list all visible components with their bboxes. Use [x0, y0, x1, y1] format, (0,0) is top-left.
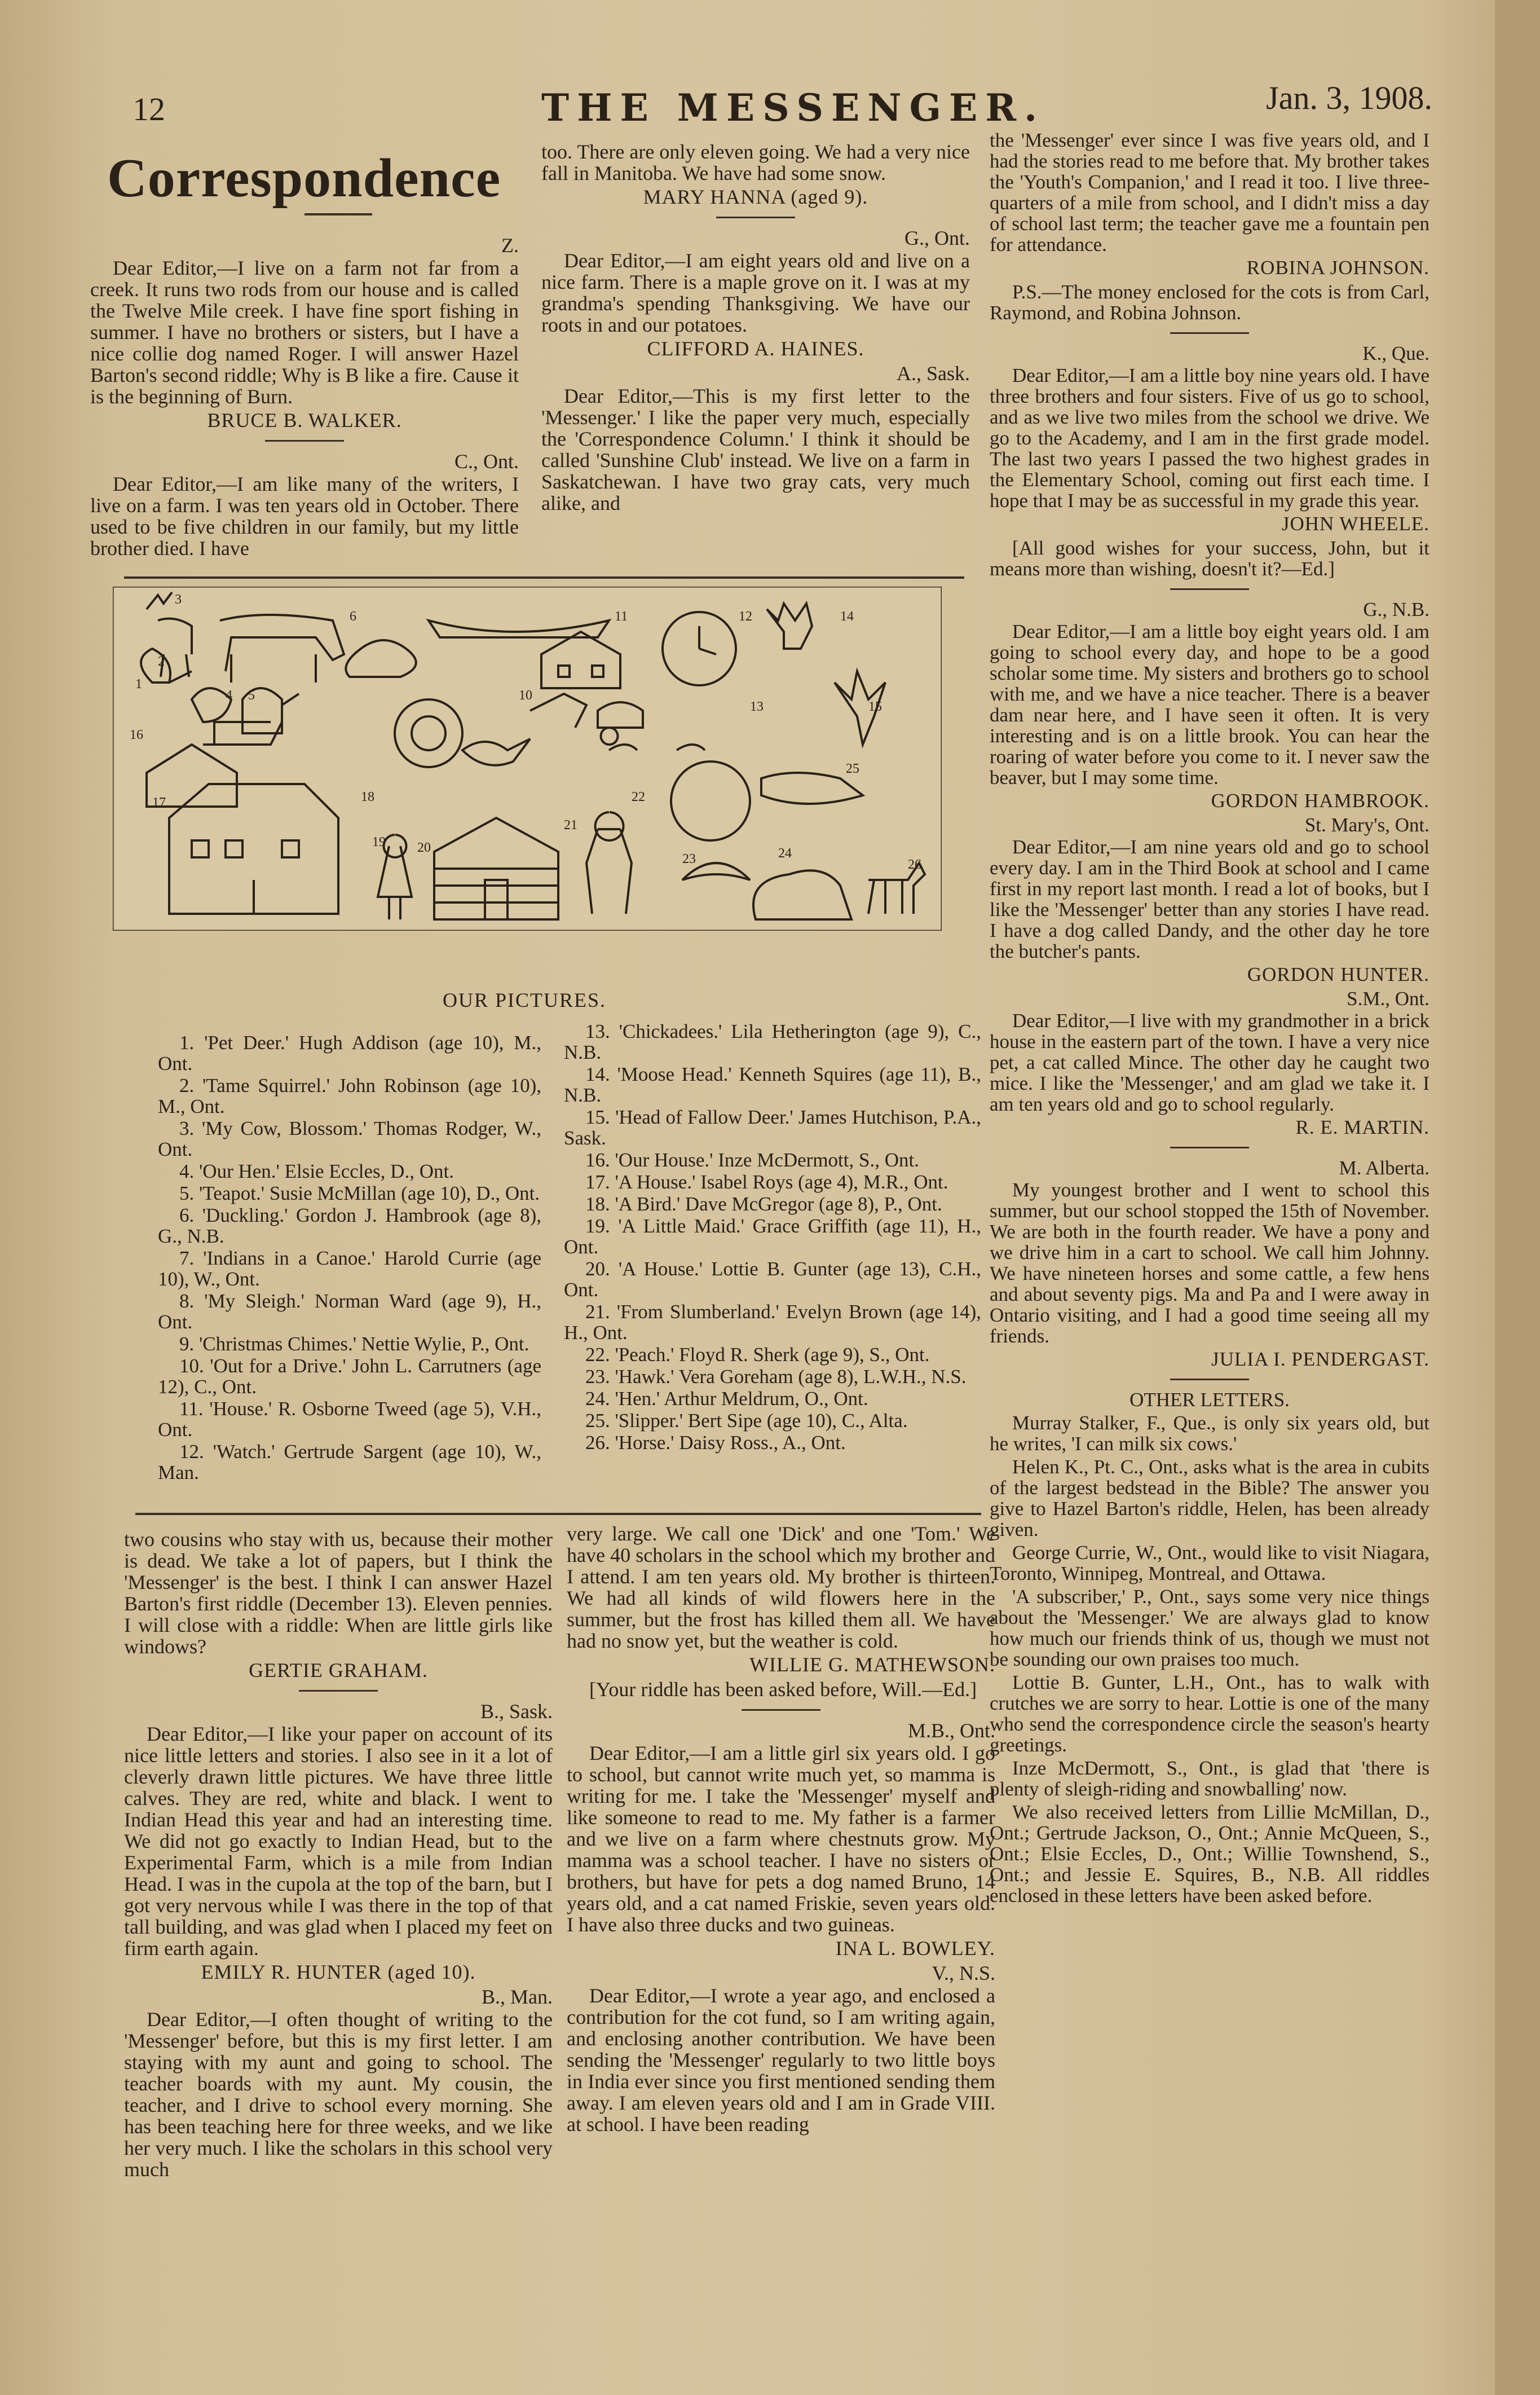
- picture-caption: 17. 'A House.' Isabel Roys (age 4), M.R., Ont.: [585, 1171, 948, 1193]
- svg-text:23: 23: [682, 852, 696, 866]
- other-letters-heading: OTHER LETTERS.: [1129, 1389, 1290, 1411]
- picture-caption: 5. 'Teapot.' Susie McMillan (age 10), D., Ont.: [179, 1182, 540, 1204]
- svg-text:19: 19: [372, 835, 386, 849]
- letter-signature: ROBINA JOHNSON.: [1246, 257, 1429, 279]
- pictures-heading: OUR PICTURES.: [442, 989, 607, 1011]
- picture-caption: 7. 'Indians in a Canoe.' Harold Currie (age 10), W., Ont.: [158, 1247, 541, 1290]
- letter-place: B., Man.: [482, 1985, 553, 2008]
- letter-signature: INA L. BOWLEY.: [835, 1937, 995, 1960]
- picture-caption: 11. 'House.' R. Osborne Tweed (age 5), V.H., Ont.: [158, 1398, 541, 1441]
- separator: [716, 217, 795, 218]
- svg-text:21: 21: [564, 818, 577, 833]
- letter-body: Dear Editor,—I like your paper on account of its nice little letters and stories. I also see in it a lot of cleverly drawn little pictures. We have three little calves. They are red, white and black. I went to Indian Head this year and had an interesting time. We did not go exactly to Indian Head, but to the Experimental Farm, which is a mile from Indian Head. I was in the cupola at the top of the barn, but I got very nervous while I was there in the top of that tall building, and was glad when I placed my feet on firm earth again.: [124, 1723, 553, 1960]
- svg-text:13: 13: [750, 699, 764, 714]
- picture-caption: 13. 'Chickadees.' Lila Hetherington (age 9), C., N.B.: [564, 1020, 981, 1063]
- section-rule: [135, 1513, 981, 1515]
- other-letter: We also received letters from Lillie McMillan, D., Ont.; Gertrude Jackson, O., Ont.; Annie McQueen, S., Ont.; Elsie Eccles, D., Ont.; Willie Townshend, S., Ont.; and Jessie E. Squires, B., N.B. All riddles enclosed in these letters have been asked before.: [990, 1801, 1429, 1907]
- letter-body: Dear Editor,—I am eight years old and live on a nice farm. There is a maple grove on it. I was at my grandma's spending Thanksgiving. We have our roots in and our potatoes.: [541, 249, 970, 336]
- postscript: P.S.—The money enclosed for the cots is from Carl, Raymond, and Robina Johnson.: [990, 281, 1429, 324]
- separator: [1170, 332, 1249, 334]
- picture-caption: 19. 'A Little Maid.' Grace Griffith (age 11), H., Ont.: [564, 1215, 981, 1258]
- letter-body: Dear Editor,—I am nine years old and go to school every day. I am in the Third Book at school and I came first in my report last month. I read a lot of books, but I like the 'Messenger' better than any stories I have read. I have a dog called Dandy, and the other day he tore the butcher's pants.: [990, 836, 1429, 962]
- page-header: [90, 79, 1432, 130]
- pictures-list-right: [564, 1021, 981, 1454]
- letter-signature: BRUCE B. WALKER.: [207, 409, 402, 432]
- letter-place: C., Ont.: [454, 450, 519, 473]
- column-1-bottom: [124, 1529, 553, 2182]
- picture-caption: 16. 'Our House.' Inze McDermott, S., Ont.: [585, 1149, 919, 1171]
- other-letter: Murray Stalker, F., Que., is only six years old, but he writes, 'I can milk six cows.': [990, 1412, 1429, 1455]
- masthead: THE MESSENGER.: [541, 86, 1045, 130]
- svg-text:14: 14: [840, 609, 854, 624]
- svg-text:1: 1: [135, 677, 142, 692]
- letter-signature: WILLIE G. MATHEWSON.: [749, 1653, 995, 1676]
- svg-text:12: 12: [739, 609, 752, 624]
- letter-signature: R. E. MARTIN.: [1295, 1116, 1429, 1138]
- letter-signature: JULIA I. PENDERGAST.: [1211, 1348, 1429, 1370]
- svg-text:4: 4: [226, 688, 232, 703]
- letter-place: K., Que.: [1362, 342, 1429, 364]
- letter-signature: MARY HANNA (aged 9).: [643, 186, 868, 208]
- title-underline: [305, 213, 372, 215]
- letter-signature: GERTIE GRAHAM.: [249, 1659, 428, 1681]
- letter-body: Dear Editor,—I am a little boy nine years old. I have three brothers and four sisters. Five of us go to school, and as we live two miles from the school we drive. We go to the Academy, and I am in the first grade model. The last two years I passed the two highest grades in the Elementary School, coming out first each time. I hope that I may be as successful in my grade this year.: [990, 364, 1429, 512]
- svg-text:26: 26: [908, 857, 921, 872]
- picture-caption: 10. 'Out for a Drive.' John L. Carrutners (age 12), C., Ont.: [158, 1355, 541, 1398]
- separator: [299, 1690, 378, 1692]
- picture-caption: 24. 'Hen.' Arthur Meldrum, O., Ont.: [585, 1388, 868, 1410]
- letter-continuation: very large. We call one 'Dick' and one 'Tom.' We have 40 scholars in the school which my brother and I attend. I am ten years old. My brother is thirteen. We had all kinds of wild flowers here in the summer, but the frost has killed them all. We have had no snow yet, but the weather is cold.: [567, 1522, 995, 1652]
- childrens-drawings: [113, 587, 942, 931]
- svg-text:3: 3: [175, 592, 182, 607]
- letter-body: Dear Editor,—I am a little boy eight years old. I am going to school every day, and hope to be a good scholar some time. My sisters and brothers go to school with me, and we have a nice teacher. There is a beaver dam near here, and I have seen it often. It is very interesting and is on a little brook. You can hear the roaring of water before you come to it. I never saw the beaver, but I may some time.: [990, 620, 1429, 789]
- section-title: Correspondence: [107, 148, 501, 209]
- svg-text:16: 16: [130, 728, 143, 742]
- picture-caption: 9. 'Christmas Chimes.' Nettie Wylie, P., Ont.: [179, 1333, 529, 1355]
- letter-body: Dear Editor,—I live on a farm not far from a creek. It runs two rods from our house and is called the Twelve Mile creek. I have fine sport fishing in summer. I have no brothers or sisters, but I have a nice collie dog named Roger. I will answer Hazel Barton's second riddle; Why is B like a fire. Cause it is the beginning of Burn.: [90, 257, 519, 408]
- svg-text:25: 25: [846, 761, 859, 776]
- section-rule: [124, 576, 964, 579]
- letter-place: S.M., Ont.: [1347, 988, 1429, 1010]
- letter-body: Dear Editor,—I often thought of writing to the 'Messenger' before, but this is my first letter. I am staying with my aunt and going to school. The teacher boards with my aunt. My cousin, the teacher, and I drive to school every morning. She has been teaching here for three weeks, and we like her very much. I like the scholars in this school very much: [124, 2008, 553, 2181]
- column-2-top: [541, 141, 970, 516]
- svg-text:17: 17: [152, 795, 166, 810]
- other-letter: Inze McDermott, S., Ont., is glad that 'there is plenty of sleigh-riding and snowballing' now.: [990, 1757, 1429, 1800]
- issue-date: Jan. 3, 1908.: [1266, 80, 1432, 116]
- letter-continuation: too. There are only eleven going. We had a very nice fall in Manitoba. We have had some snow.: [541, 140, 970, 184]
- separator: [1170, 1147, 1249, 1148]
- page-edge-band: [1495, 0, 1540, 2395]
- letter-body: Dear Editor,—This is my first letter to the 'Messenger.' I like the paper very much, especially the 'Correspondence Column.' I think it should be called 'Sunshine Club' instead. We live on a farm in Saskatchewan. I have two gray cats, very much alike, and: [541, 385, 970, 514]
- letter-signature: GORDON HAMBROOK.: [1211, 790, 1429, 812]
- separator: [1170, 588, 1249, 590]
- editor-note: [Your riddle has been asked before, Will.—Ed.]: [589, 1678, 977, 1701]
- picture-caption: 1. 'Pet Deer.' Hugh Addison (age 10), M., Ont.: [158, 1032, 541, 1075]
- picture-caption: 14. 'Moose Head.' Kenneth Squires (age 11), B., N.B.: [564, 1063, 981, 1106]
- picture-caption: 22. 'Peach.' Floyd R. Sherk (age 9), S., Ont.: [585, 1344, 930, 1366]
- letter-place: V., N.S.: [932, 1962, 995, 1984]
- letter-body: Dear Editor,—I am a little girl six years old. I go to school, but cannot write much yet, so mamma is writing for me. I take the 'Messenger' myself and like someone to read to me. My father is a farmer and we live on a farm where chestnuts grow. My mamma was a school teacher. I have no sisters or brothers, but have for pets a dog named Bruno, 14 years old, and a cat named Friskie, seven years old. I have also three ducks and two guineas.: [567, 1742, 995, 1936]
- picture-caption: 12. 'Watch.' Gertrude Sargent (age 10), W., Man.: [158, 1441, 541, 1483]
- letter-place: M.B., Ont.: [907, 1719, 995, 1742]
- svg-text:6: 6: [350, 609, 356, 624]
- svg-text:11: 11: [615, 609, 628, 624]
- other-letter: Helen K., Pt. C., Ont., asks what is the area in cubits of the largest bedstead in the Bible? The answer you give to Hazel Barton's riddle, Helen, has been already given.: [990, 1456, 1429, 1540]
- letter-place: B., Sask.: [480, 1700, 553, 1723]
- letter-body: My youngest brother and I went to school this summer, but our school stopped the 15th of November. We are both in the fourth reader. We have a pony and we drive him in a cart to school. We call him Johnny. We have nineteen horses and some cattle, a few hens and about seventy pigs. Ma and Pa and I were away in Ontario visiting, and I had a good time seeing all my friends.: [990, 1179, 1429, 1347]
- svg-text:20: 20: [417, 840, 431, 855]
- picture-caption: 3. 'My Cow, Blossom.' Thomas Rodger, W., Ont.: [158, 1117, 541, 1160]
- column-3: [990, 130, 1429, 1908]
- letter-continuation: two cousins who stay with us, because their mother is dead. We take a lot of papers, but I think the 'Messenger' is the best. I think I can answer Hazel Barton's first riddle (December 13). Eleven pennies. I will close with a riddle: When are little girls like windows?: [124, 1528, 553, 1658]
- svg-text:2: 2: [158, 654, 165, 669]
- column-2-bottom: [567, 1523, 995, 2137]
- letter-place: St. Mary's, Ont.: [1304, 814, 1429, 836]
- svg-text:5: 5: [248, 688, 255, 703]
- letter-signature: GORDON HUNTER.: [1247, 963, 1429, 985]
- letter-body: Dear Editor,—I live with my grandmother in a brick house in the eastern part of the town. I have a very nice pet, a cat called Mince. The other day he caught two mice. I like the 'Messenger,' and am glad we take it. I am ten years old and go to school regularly.: [990, 1010, 1429, 1115]
- picture-caption: 21. 'From Slumberland.' Evelyn Brown (age 14), H., Ont.: [564, 1301, 981, 1344]
- picture-caption: 25. 'Slipper.' Bert Sipe (age 10), C., Alta.: [585, 1410, 908, 1432]
- separator: [265, 440, 344, 442]
- letter-body: Dear Editor,—I wrote a year ago, and enclosed a contribution for the cot fund, so I am writing again, and enclosing another contribution. We have been sending the 'Messenger' regularly to two little boys in India ever since you first mentioned sending them away. I am eleven years old and I am in Grade VIII. at school. I have been reading: [567, 1984, 995, 2136]
- picture-caption: 18. 'A Bird.' Dave McGregor (age 8), P., Ont.: [585, 1193, 942, 1215]
- letter-signature: EMILY R. HUNTER (aged 10).: [201, 1961, 476, 1983]
- other-letter: George Currie, W., Ont., would like to visit Niagara, Toronto, Winnipeg, Montreal, and Ottawa.: [990, 1542, 1429, 1584]
- separator: [1170, 1379, 1249, 1380]
- letter-place: G., Ont.: [904, 227, 970, 249]
- picture-caption: 4. 'Our Hen.' Elsie Eccles, D., Ont.: [179, 1160, 454, 1182]
- svg-text:15: 15: [868, 699, 882, 714]
- svg-text:24: 24: [778, 846, 792, 861]
- page-number: 12: [133, 91, 165, 127]
- letter-body: Dear Editor,—I am like many of the writers, I live on a farm. I was ten years old in October. There used to be five children in our family, but my little brother died. I have: [90, 473, 519, 560]
- picture-caption: 15. 'Head of Fallow Deer.' James Hutchison, P.A., Sask.: [564, 1106, 981, 1149]
- picture-caption: 23. 'Hawk.' Vera Goreham (age 8), L.W.H., N.S.: [585, 1366, 967, 1388]
- pictures-list-left: [158, 1032, 541, 1484]
- other-letter: Lottie B. Gunter, L.H., Ont., has to walk with crutches we are sorry to hear. Lottie is one of the many who send the correspondence circle the season's hearty greetings.: [990, 1671, 1429, 1756]
- editor-note: [All good wishes for your success, John, but it means more than wishing, doesn't it?—Ed.]: [990, 537, 1429, 580]
- letter-place: Z.: [501, 234, 519, 257]
- picture-caption: 26. 'Horse.' Daisy Ross., A., Ont.: [585, 1432, 846, 1454]
- picture-caption: 20. 'A House.' Lottie B. Gunter (age 13), C.H., Ont.: [564, 1258, 981, 1301]
- svg-text:10: 10: [519, 688, 532, 703]
- svg-text:22: 22: [632, 790, 645, 804]
- other-letter: 'A subscriber,' P., Ont., says some very nice things about the 'Messenger.' We are always glad to know how much our friends think of us, though we must not be sounding our own praises too much.: [990, 1586, 1429, 1670]
- letter-continuation: the 'Messenger' ever since I was five years old, and I had the stories read to me before that. My brother takes the 'Youth's Companion,' and I read it too. I live three-quarters of a mile from school, and I didn't miss a day of school last term; the teacher gave me a fountain pen for attendance.: [990, 129, 1429, 256]
- separator: [742, 1709, 820, 1711]
- svg-text:18: 18: [361, 790, 374, 804]
- letter-signature: CLIFFORD A. HAINES.: [647, 337, 864, 360]
- column-1-top: [90, 231, 519, 561]
- letter-place: A., Sask.: [896, 362, 970, 385]
- picture-caption: 8. 'My Sleigh.' Norman Ward (age 9), H., Ont.: [158, 1290, 541, 1333]
- letter-place: M. Alberta.: [1339, 1157, 1429, 1179]
- letter-place: G., N.B.: [1363, 598, 1429, 620]
- picture-caption: 2. 'Tame Squirrel.' John Robinson (age 10), M., Ont.: [158, 1075, 541, 1117]
- letter-signature: JOHN WHEELE.: [1281, 513, 1429, 535]
- picture-caption: 6. 'Duckling.' Gordon J. Hambrook (age 8), G., N.B.: [158, 1204, 541, 1247]
